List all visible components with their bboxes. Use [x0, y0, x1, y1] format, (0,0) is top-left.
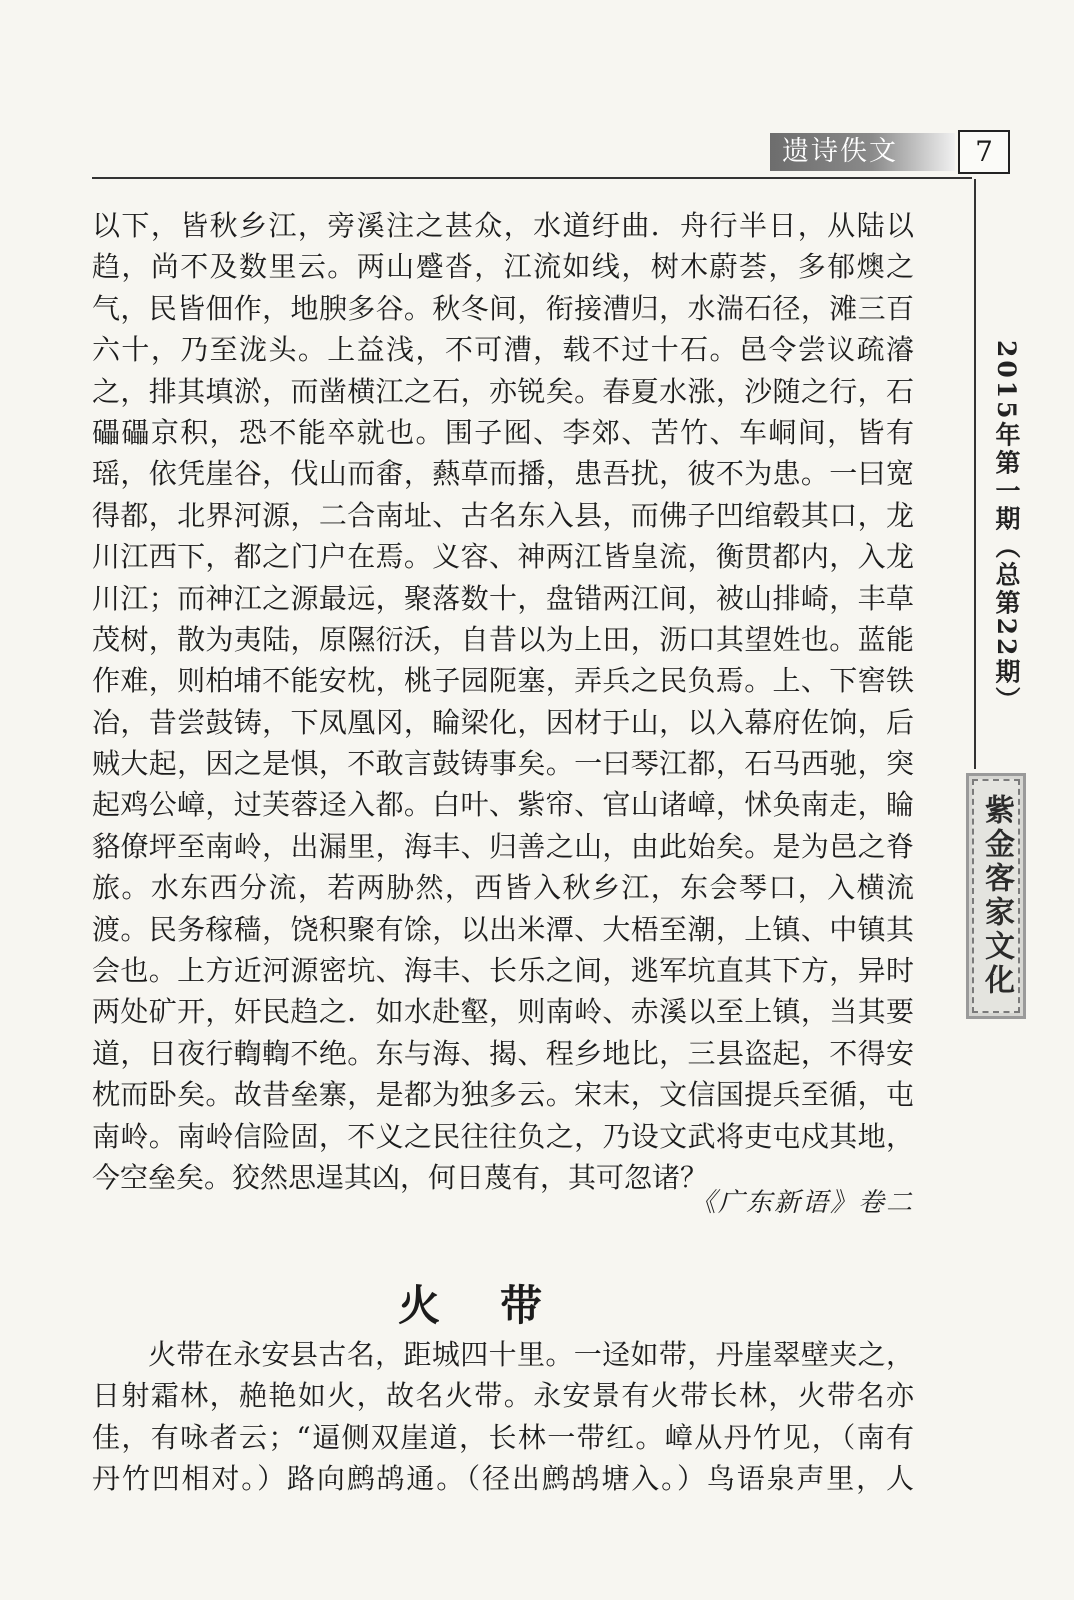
- text-line: 六十，乃至泷头。上益浅，不可漕，载不过十石。邑令尝议疏濬: [92, 333, 914, 367]
- text-line: 火带在永安县古名，距城四十里。一迳如带，丹崖翠壁夹之，: [148, 1338, 914, 1371]
- text-line: 会也。上方近河源密坑、海丰、长乐之间，逃军坑直其下方，异时: [92, 954, 914, 988]
- header-rule: [92, 177, 972, 179]
- text-line: 日射霜林，赩艳如火，故名火带。永安景有火带长林，火带名亦: [92, 1379, 914, 1413]
- text-line: 茂树，散为夷陆，原隰衍沃，自昔以为上田，沥口其望姓也。蓝能: [92, 622, 914, 656]
- journal-logo-text: 紫金客家文化: [972, 779, 1020, 1013]
- text-line: 冶，昔尝鼓铸，下凤凰冈，睔梁化，因材于山，以入幕府佐饷，后: [92, 705, 914, 739]
- text-line: 贼大起，因之是惧，不敢言鼓铸事矣。一曰琴江都，石马西驰，突: [92, 747, 914, 781]
- text-line: 川江；而神江之源最远，聚落数十，盘错两江间，被山排崎，丰草: [92, 581, 914, 615]
- text-line: 川江西下，都之门户在焉。义容、神两江皆皇流，衡贯都内，入龙: [92, 540, 914, 574]
- journal-logo: [966, 773, 1026, 1019]
- text-line: 瑶，依凭崖谷，伐山而畬，爇草而播，患吾扰，彼不为患。一曰宽: [92, 457, 914, 491]
- page-number: 7: [958, 130, 1010, 174]
- text-line: 道，日夜行輷輷不绝。东与海、揭、程乡地比，三县盗起，不得安: [92, 1036, 914, 1070]
- issue-info: 2015年第一期（总第22期）: [992, 340, 1021, 715]
- section-body: [92, 1334, 914, 1500]
- text-line: 丹竹凹相对。）路向鹧鸪通。（径出鹧鸪塘入。）鸟语泉声里，人: [92, 1462, 914, 1496]
- text-line: 枕而卧矣。故昔垒寨，是都为独多云。宋末，文信国提兵至循，屯: [92, 1078, 914, 1112]
- text-line: 之，排其填淤，而凿横江之石，亦锐矣。春夏水涨，沙随之行，石: [92, 374, 914, 408]
- sidebar-rule: [974, 179, 976, 769]
- text-line: 两处矿开，奸民趋之．如水赴壑，则南岭、赤溪以至上镇，当其要: [92, 995, 914, 1029]
- text-line: 礧礧京积，恐不能卒就也。围子囮、李郊、苦竹、车峒间，皆有: [92, 415, 914, 449]
- text-line: 旅。水东西分流，若两胁然，西皆入秋乡江，东会琴口，入横流: [92, 871, 914, 905]
- text-line: 以下，皆秋乡江，旁溪注之甚众，水道纡曲．舟行半日，从陆以: [92, 209, 914, 242]
- text-line: 趋，尚不及数里云。两山蹙沓，江流如线，树木蔚荟，多郁燠之: [92, 250, 914, 284]
- text-line: 貉僚坪至南岭，出漏里，海丰、归善之山，由此始矣。是为邑之脊: [92, 829, 914, 863]
- text-line: 气，民皆佃作，地腴多谷。秋冬间，衔接漕归，水湍石径，滩三百: [92, 291, 914, 325]
- text-line: 渡。民务稼穑，饶积聚有馀，以出米潭、大梧至潮，上镇、中镇其: [92, 912, 914, 946]
- text-line: 起鸡公嶂，过芙蓉迳入都。白叶、紫帘、官山诸嶂，怵奂南走，睔: [92, 788, 914, 822]
- text-line: 得都，北界河源，二合南址、古名东入县，而佛子凹绾毂其口，龙: [92, 498, 914, 532]
- section-title: 火带: [397, 1281, 602, 1330]
- source-citation: 《广东新语》卷二: [689, 1188, 914, 1218]
- column-tag: 遗诗佚文: [770, 133, 955, 171]
- text-line: 作难，则柏埔不能安枕，桃子园阨塞，弄兵之民负焉。上、下窖铁: [92, 664, 914, 698]
- text-line: 今空垒矣。狡然思逞其凶，何日蔑有，其可忽诸？: [92, 1160, 709, 1194]
- article-body: [92, 205, 914, 1198]
- text-line: 南岭。南岭信险固，不义之民往往负之，乃设文武将吏屯戍其地，: [92, 1119, 914, 1153]
- text-line: 佳，有咏者云；“逼侧双崖道，长林一带红。嶂从丹竹见，（南有: [92, 1420, 914, 1454]
